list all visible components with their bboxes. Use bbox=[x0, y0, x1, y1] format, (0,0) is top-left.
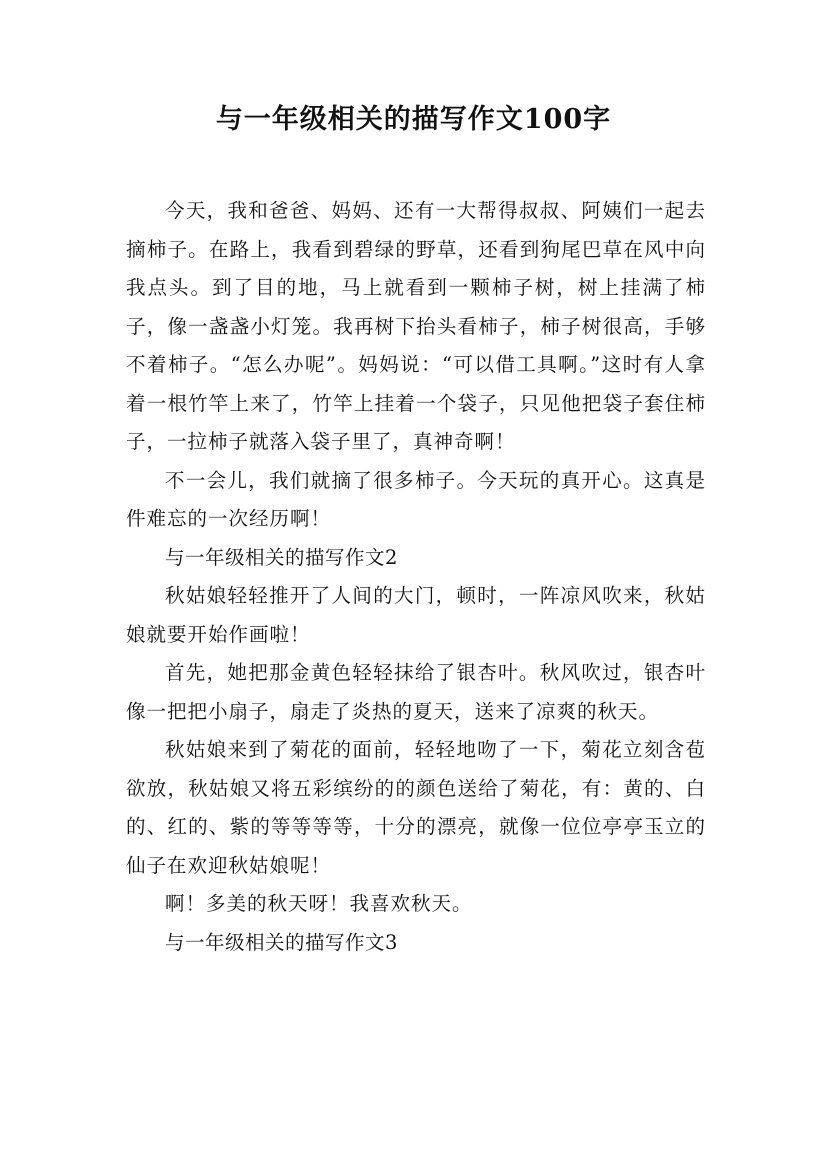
section-heading: 与一年级相关的描写作文3 bbox=[165, 930, 398, 954]
paragraph: 首先，她把那金黄色轻轻抹给了银杏叶。秋风吹过，银杏叶像一把把小扇子，扇走了炎热的夏天，送来了凉爽的秋天。 bbox=[126, 661, 706, 723]
document-title: 与一年级相关的描写作文100字 bbox=[215, 104, 612, 135]
section-heading: 与一年级相关的描写作文2 bbox=[165, 545, 398, 569]
paragraph: 今天，我和爸爸、妈妈、还有一大帮得叔叔、阿姨们一起去摘柿子。在路上，我看到碧绿的野草，还看到狗尾巴草在风中向我点头。到了目的地，马上就看到一颗柿子树，树上挂满了柿子，像一盏盏小灯笼。我再树下抬头看柿子，柿子树很高，手够不着柿子。“怎么办呢”。妈妈说：“可以借工具啊。”这时有人拿着一根竹竿上来了，竹竿上挂着一个袋子，只见他把袋子套住柿子，一拉柿子就落入袋子里了，真神奇啊！ bbox=[126, 199, 706, 453]
document-body bbox=[126, 192, 706, 962]
paragraph: 啊！多美的秋天呀！我喜欢秋天。 bbox=[165, 892, 473, 915]
paragraph: 秋姑娘轻轻推开了人间的大门，顿时，一阵凉风吹来，秋姑娘就要开始作画啦！ bbox=[126, 584, 706, 646]
paragraph: 不一会儿，我们就摘了很多柿子。今天玩的真开心。这真是件难忘的一次经历啊！ bbox=[126, 468, 706, 530]
paragraph: 秋姑娘来到了菊花的面前，轻轻地吻了一下，菊花立刻含苞欲放，秋姑娘又将五彩缤纷的的颜色送给了菊花，有：黄的、白的、红的、紫的等等等等，十分的漂亮，就像一位位亭亭玉立的仙子在欢迎秋姑娘呢！ bbox=[126, 738, 706, 877]
